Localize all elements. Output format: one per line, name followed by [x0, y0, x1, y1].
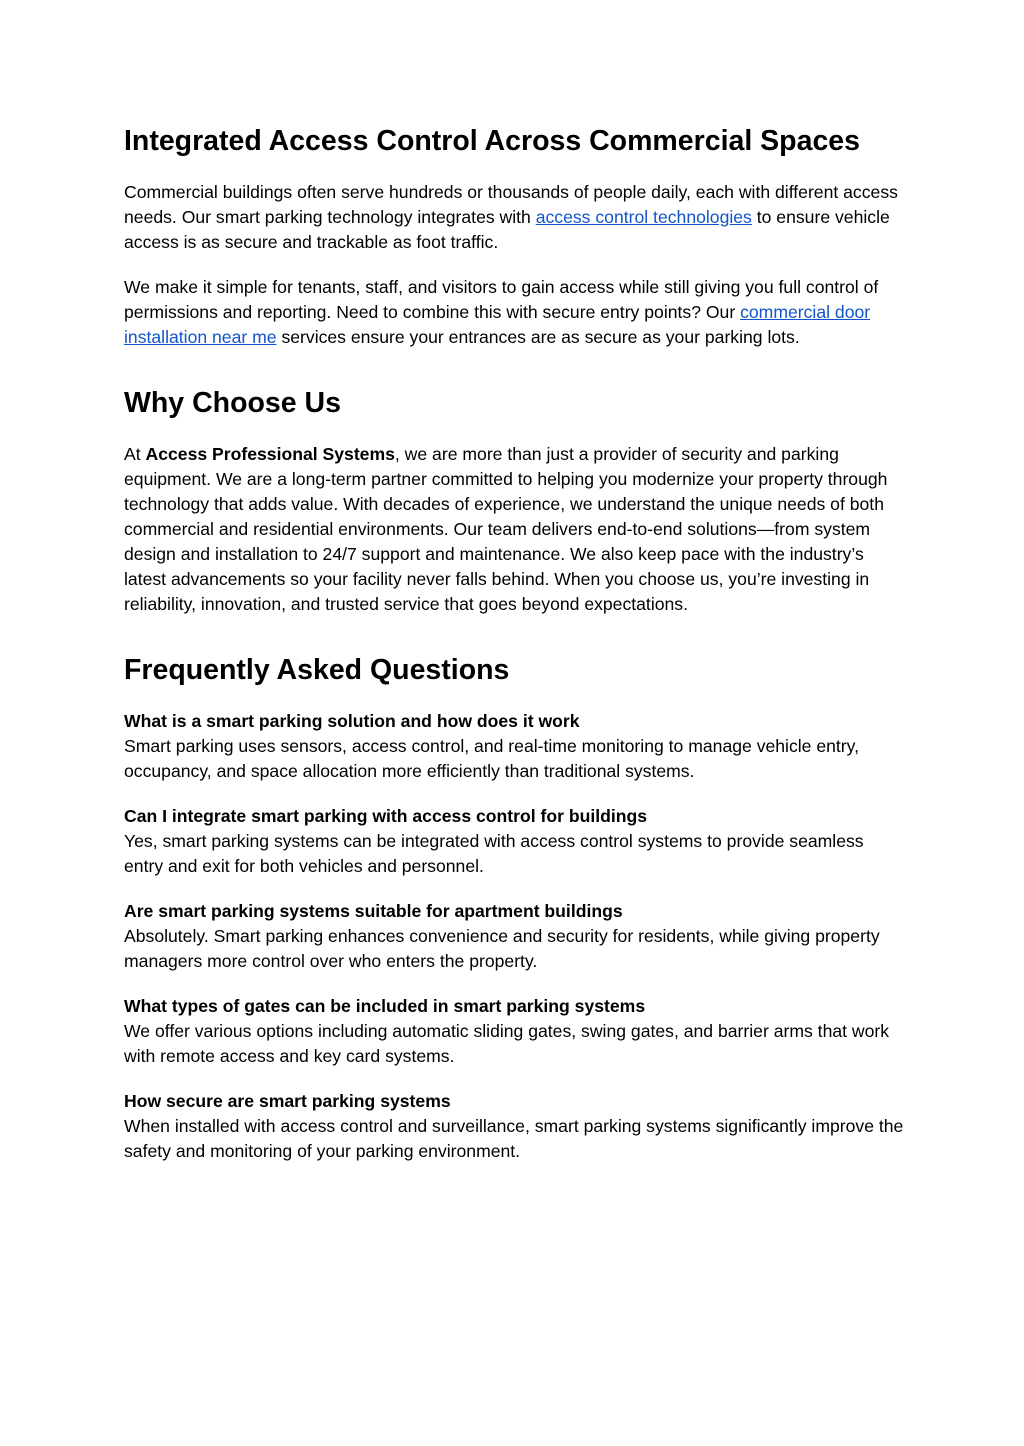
document-page [124, 122, 904, 1184]
faq-question: What types of gates can be included in smart parking systems [124, 996, 646, 1016]
faq-list [124, 709, 904, 1164]
faq-question: Can I integrate smart parking with access control for buildings [124, 806, 648, 826]
section-title-why-choose-us: Why Choose Us [124, 387, 341, 419]
paragraph-why-choose-us [124, 442, 904, 617]
paragraph-tenants-access [124, 275, 904, 350]
section-title-faq: Frequently Asked Questions [124, 654, 510, 686]
paragraph-text: Commercial buildings often serve hundreds or thousands of people daily, each with different access needs. Our smart parking technology integrates with [124, 182, 898, 227]
faq-answer: Smart parking uses sensors, access control, and real-time monitoring to manage vehicle entry, occupancy, and space allocation more efficiently than traditional systems. [124, 736, 860, 781]
faq-item [124, 804, 904, 879]
paragraph-text: , we are more than just a provider of security and parking equipment. We are a long-term partner committed to helping you modernize your property through technology that adds value. With decades of experience, we understand the unique needs of both commercial and residential environments. Our team delivers end-to-end solutions—from system design and installation to 24/7 support and maintenance. We also keep pace with the industry’s latest advancements so your facility never falls behind. When you choose us, you’re investing in reliability, innovation, and trusted service that goes beyond expectations. [124, 444, 888, 614]
company-name: Access Professional Systems [145, 444, 395, 464]
section-title-access-control: Integrated Access Control Across Commercial Spaces [124, 125, 860, 157]
faq-item [124, 994, 904, 1069]
faq-question: Are smart parking systems suitable for apartment buildings [124, 901, 623, 921]
paragraph-commercial-buildings [124, 180, 904, 255]
paragraph-text: At [124, 444, 146, 464]
paragraph-text: We make it simple for tenants, staff, and visitors to gain access while still giving you full control of permissions and reporting. Need to combine this with secure entry points? Our [124, 277, 879, 322]
faq-item [124, 709, 904, 784]
faq-question: How secure are smart parking systems [124, 1091, 451, 1111]
faq-answer: Absolutely. Smart parking enhances convenience and security for residents, while giving property managers more control over who enters the property. [124, 926, 880, 971]
faq-answer: When installed with access control and surveillance, smart parking systems significantly improve the safety and monitoring of your parking environment. [124, 1116, 904, 1161]
link-commercial-door-installation[interactable]: commercial door installation near me [124, 302, 871, 347]
paragraph-text: to ensure vehicle access is as secure and trackable as foot traffic. [124, 207, 890, 252]
faq-item [124, 899, 904, 974]
faq-answer: Yes, smart parking systems can be integrated with access control systems to provide seamless entry and exit for both vehicles and personnel. [124, 831, 864, 876]
paragraph-text: services ensure your entrances are as secure as your parking lots. [276, 327, 800, 347]
faq-question: What is a smart parking solution and how does it work [124, 711, 580, 731]
link-access-control-technologies[interactable]: access control technologies [535, 207, 752, 227]
faq-item [124, 1089, 904, 1164]
faq-answer: We offer various options including automatic sliding gates, swing gates, and barrier arms that work with remote access and key card systems. [124, 1021, 890, 1066]
